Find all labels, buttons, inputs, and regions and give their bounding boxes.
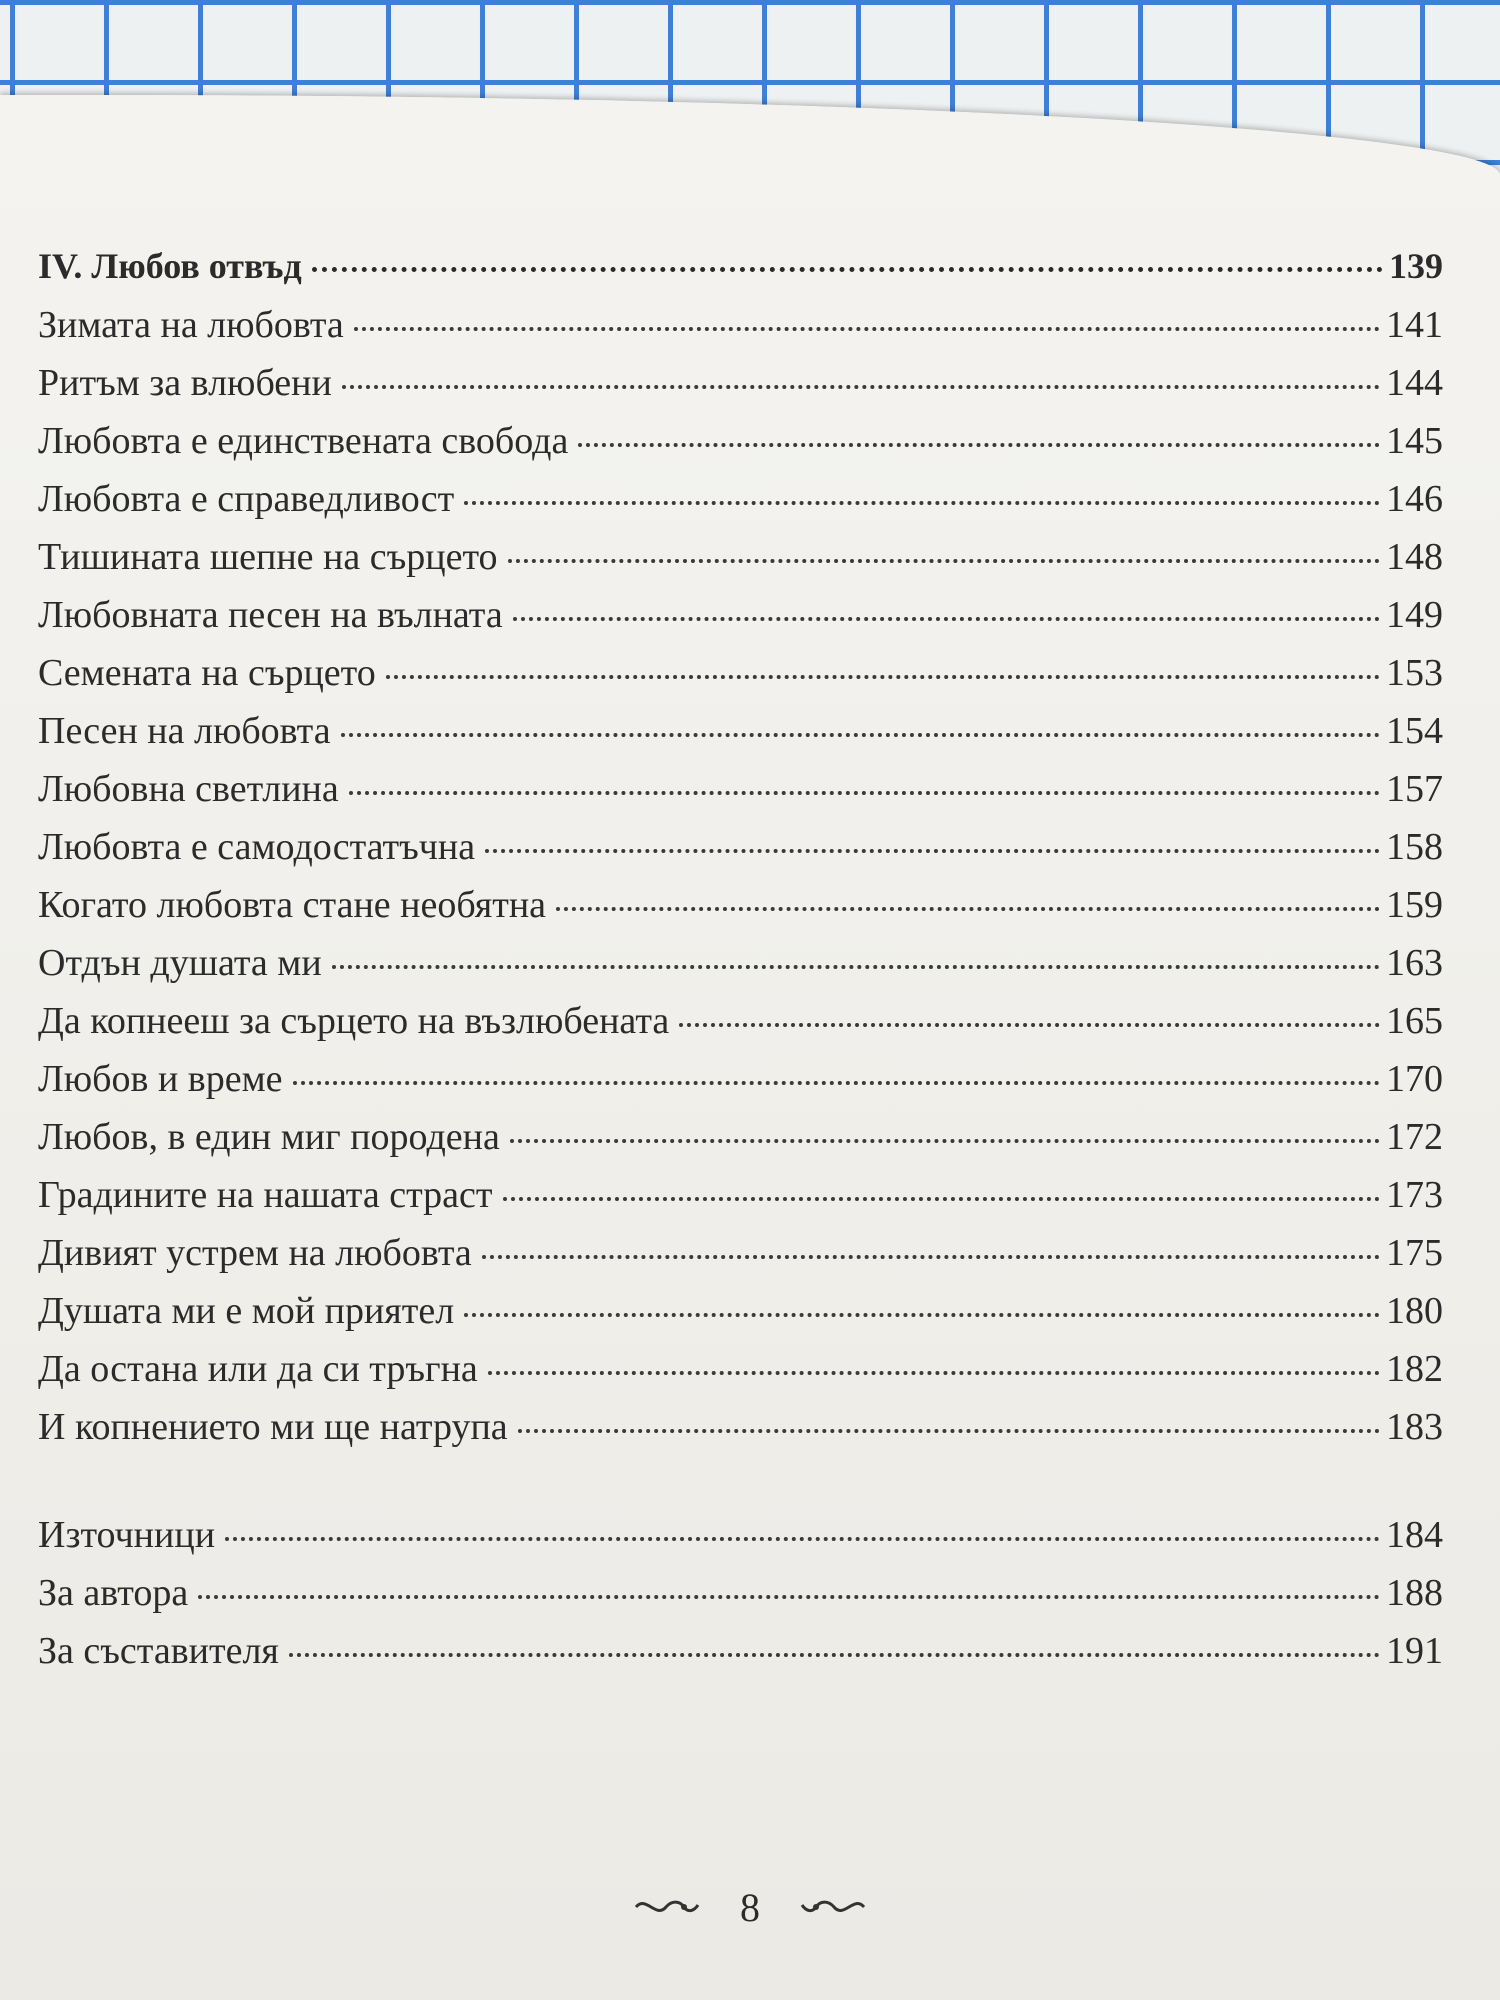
- toc-leader-dots: [312, 267, 1383, 272]
- toc-back-matter-entry-page: 191: [1386, 1630, 1443, 1672]
- toc-entry-row: [38, 1231, 1443, 1289]
- toc-entry-title: Любов, в един миг породена: [38, 1116, 500, 1158]
- toc-entry-row: [38, 651, 1443, 709]
- toc-entry-row: [38, 767, 1443, 825]
- toc-entry-row: [38, 941, 1443, 999]
- toc-entry-title: Любовта е справедливост: [38, 478, 455, 520]
- toc-entry-title: Любов и време: [38, 1058, 283, 1100]
- toc-entry-page: 157: [1386, 768, 1443, 810]
- toc-entry-row: [38, 1405, 1443, 1463]
- toc-entry-page: 172: [1386, 1116, 1443, 1158]
- toc-entry-title: Песен на любовта: [38, 710, 331, 752]
- toc-entry-page: 141: [1386, 304, 1443, 346]
- toc-leader-dots: [289, 1653, 1380, 1657]
- toc-entries: [38, 303, 1443, 1463]
- toc-leader-dots: [464, 501, 1380, 505]
- toc-entry-row: [38, 709, 1443, 767]
- toc-entry-row: [38, 1289, 1443, 1347]
- right-ornament-icon: [798, 1884, 868, 1931]
- toc-back-matter-entry-row: [38, 1629, 1443, 1687]
- toc-entry-page: 182: [1386, 1348, 1443, 1390]
- toc-back-matter-entry-title: Източници: [38, 1514, 216, 1556]
- toc-back-matter: [38, 1513, 1443, 1687]
- toc-entry-page: 170: [1386, 1058, 1443, 1100]
- toc-entry-row: [38, 1173, 1443, 1231]
- toc-back-matter-entry-row: [38, 1571, 1443, 1629]
- toc-leader-dots: [556, 907, 1380, 911]
- toc-entry-page: 144: [1386, 362, 1443, 404]
- toc-entry-row: [38, 303, 1443, 361]
- toc-entry-page: 175: [1386, 1232, 1443, 1274]
- toc-entry-page: 149: [1386, 594, 1443, 636]
- toc-entry-row: [38, 1057, 1443, 1115]
- toc-leader-dots: [510, 1139, 1380, 1143]
- toc-entry-row: [38, 419, 1443, 477]
- toc-entry-page: 153: [1386, 652, 1443, 694]
- toc-back-matter-entry-row: [38, 1513, 1443, 1571]
- toc-leader-dots: [508, 559, 1380, 563]
- toc-entry-row: [38, 361, 1443, 419]
- toc-entry-title: Дивият устрем на любовта: [38, 1232, 472, 1274]
- toc-leader-dots: [225, 1537, 1380, 1541]
- toc-entry-page: 173: [1386, 1174, 1443, 1216]
- toc-spacer: [38, 1463, 1443, 1513]
- toc-leader-dots: [503, 1197, 1380, 1201]
- toc-entry-title: Любовната песен на вълната: [38, 594, 503, 636]
- toc-entry-page: 145: [1386, 420, 1443, 462]
- toc-leader-dots: [332, 965, 1380, 969]
- toc-entry-row: [38, 883, 1443, 941]
- toc-part-heading: [38, 245, 1443, 303]
- toc-leader-dots: [518, 1429, 1380, 1433]
- toc-back-matter-entry-page: 188: [1386, 1572, 1443, 1614]
- toc-entry-title: Любовна светлина: [38, 768, 339, 810]
- toc-back-matter-entry-page: 184: [1386, 1514, 1443, 1556]
- toc-entry-title: Отдън душата ми: [38, 942, 322, 984]
- toc-leader-dots: [354, 327, 1380, 331]
- toc-entry-title: Любовта е самодостатъчна: [38, 826, 476, 868]
- toc-entry-page: 180: [1386, 1290, 1443, 1332]
- toc-entry-row: [38, 535, 1443, 593]
- toc-leader-dots: [386, 675, 1380, 679]
- toc-entry-page: 146: [1386, 478, 1443, 520]
- toc-leader-dots: [578, 443, 1380, 447]
- toc-entry-page: 183: [1386, 1406, 1443, 1448]
- toc-entry-page: 154: [1386, 710, 1443, 752]
- toc-entry-title: Ритъм за влюбени: [38, 362, 332, 404]
- toc-entry-title: И копнението ми ще натрупа: [38, 1406, 508, 1448]
- toc-leader-dots: [342, 385, 1380, 389]
- page-number: 8: [740, 1885, 760, 1931]
- toc-entry-title: Душата ми е мой приятел: [38, 1290, 455, 1332]
- toc-leader-dots: [293, 1081, 1381, 1085]
- toc-entry-row: [38, 593, 1443, 651]
- toc-entry-page: 165: [1386, 1000, 1443, 1042]
- toc-entry-title: Градините на нашата страст: [38, 1174, 493, 1216]
- toc-leader-dots: [679, 1023, 1380, 1027]
- toc-leader-dots: [198, 1595, 1380, 1599]
- toc-leader-dots: [341, 733, 1380, 737]
- toc-part-title: IV. Любов отвъд: [38, 246, 302, 286]
- toc-leader-dots: [488, 1371, 1380, 1375]
- toc-leader-dots: [464, 1313, 1380, 1317]
- toc-entry-row: [38, 1115, 1443, 1173]
- toc-back-matter-entry-title: За автора: [38, 1572, 189, 1614]
- toc-entry-title: Любовта е единствената свобода: [38, 420, 569, 462]
- toc-entry-page: 163: [1386, 942, 1443, 984]
- table-of-contents: [38, 245, 1443, 1687]
- toc-entry-title: Да копнееш за сърцето на възлюбената: [38, 1000, 670, 1042]
- toc-entry-row: [38, 825, 1443, 883]
- toc-entry-title: Семената на сърцето: [38, 652, 376, 694]
- toc-entry-page: 158: [1386, 826, 1443, 868]
- toc-entry-row: [38, 477, 1443, 535]
- toc-leader-dots: [513, 617, 1380, 621]
- toc-entry-title: Да остана или да си тръгна: [38, 1348, 478, 1390]
- toc-entry-title: Когато любовта стане необятна: [38, 884, 547, 926]
- toc-leader-dots: [482, 1255, 1380, 1259]
- toc-part-page: 139: [1389, 246, 1443, 286]
- toc-leader-dots: [349, 791, 1380, 795]
- toc-entry-title: Зимата на любовта: [38, 304, 344, 346]
- toc-back-matter-entry-title: За съставителя: [38, 1630, 279, 1672]
- toc-entry-row: [38, 1347, 1443, 1405]
- toc-entry-row: [38, 999, 1443, 1057]
- toc-entry-page: 159: [1386, 884, 1443, 926]
- page-footer: [0, 1880, 1500, 1931]
- left-ornament-icon: [632, 1884, 702, 1931]
- toc-entry-page: 148: [1386, 536, 1443, 578]
- toc-entry-title: Тишината шепне на сърцето: [38, 536, 498, 578]
- toc-leader-dots: [485, 849, 1380, 853]
